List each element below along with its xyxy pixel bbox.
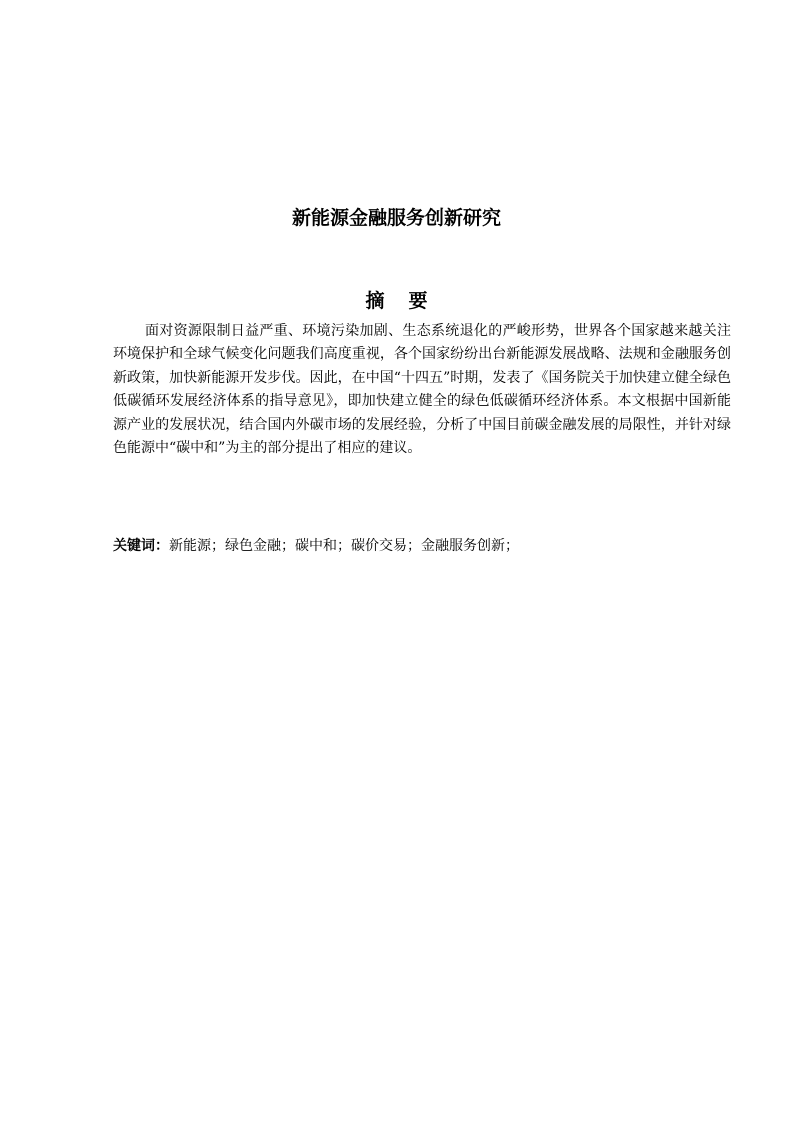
abstract-heading: 摘要 <box>365 290 452 312</box>
paper-title: 新能源金融服务创新研究 <box>291 207 501 229</box>
keywords-label: 关键词： <box>113 538 169 554</box>
keywords-line <box>113 535 731 557</box>
keywords-text: 新能源；绿色金融；碳中和；碳价交易；金融服务创新； <box>169 538 519 554</box>
abstract-paragraph: 面对资源限制日益严重、环境污染加剧、生态系统退化的严峻形势，世界各个国家越来越关注环境保护和全球气候变化问题我们高度重视，各个国家纷纷出台新能源发展战略、法规和金融服务创新政策，加快新能源开发步伐。因此，在中国“十四五”时期，发表了《国务院关于加快建立健全绿色低碳循环发展经济体系的指导意见》，即加快建立健全的绿色低碳循环经济体系。本文根据中国新能源产业的发展状况，结合国内外碳市场的发展经验，分析了中国目前碳金融发展的局限性，并针对绿色能源中“碳中和”为主的部分提出了相应的建议。 <box>113 323 731 457</box>
